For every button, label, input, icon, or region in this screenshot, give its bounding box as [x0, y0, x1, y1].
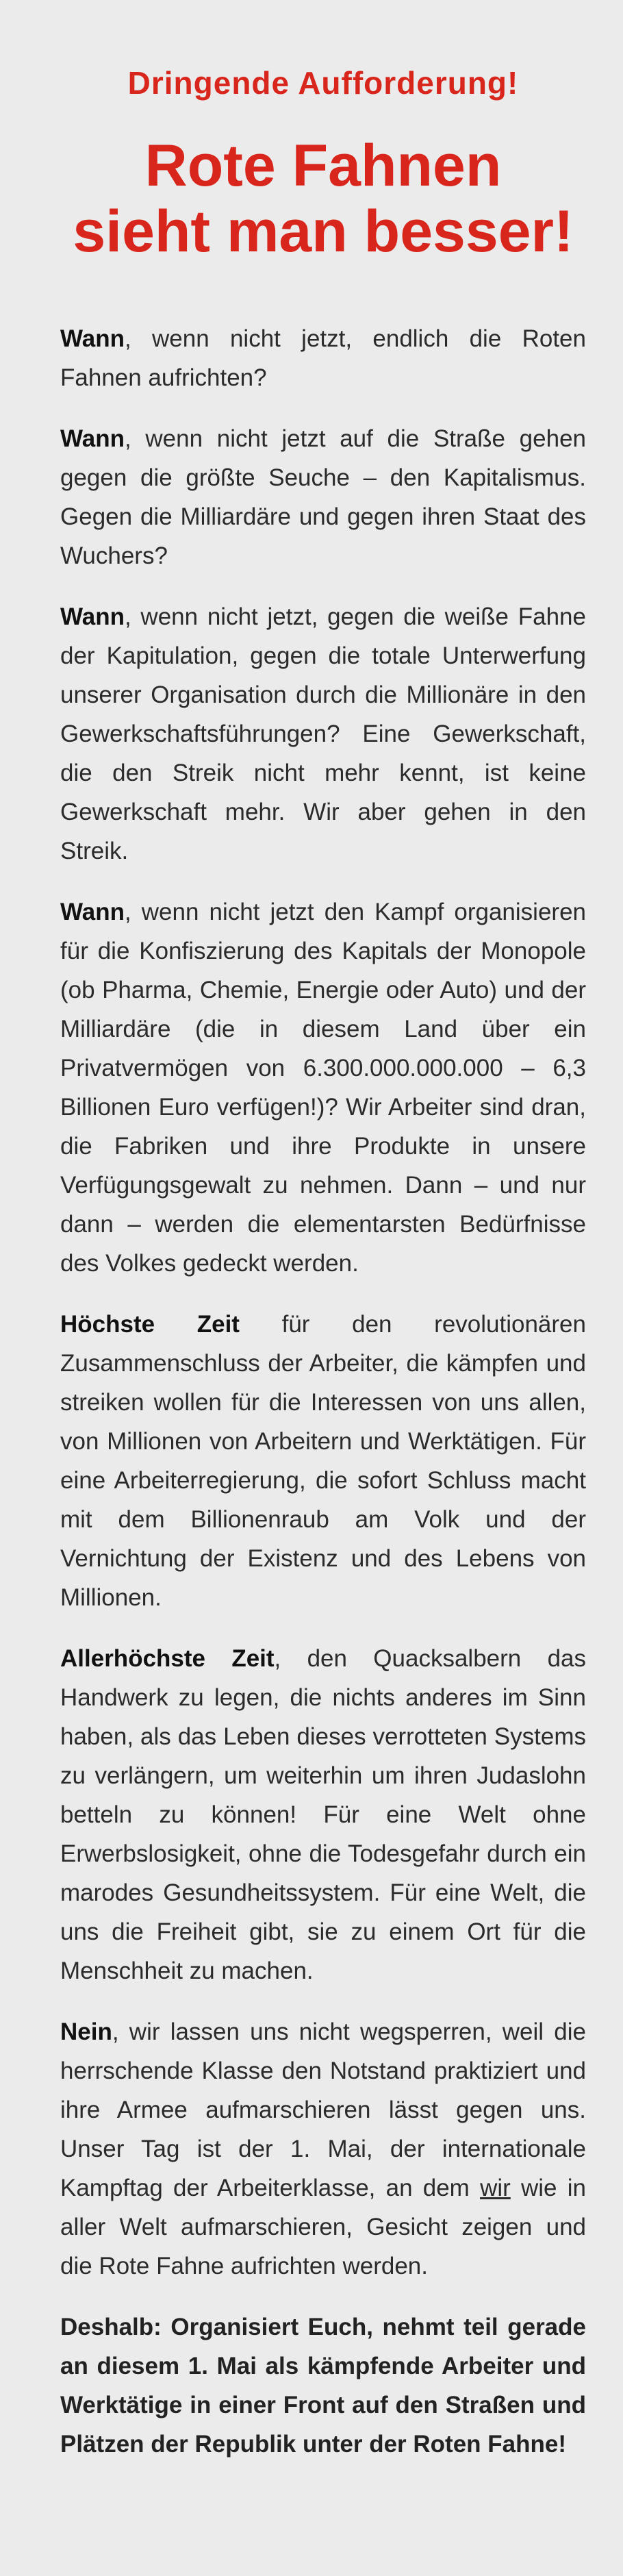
- paragraph-7: [60, 2012, 586, 2286]
- paragraph-3-text: , wenn nicht jetzt, gegen die weiße Fahne der Kapitulation, gegen die totale Unterwerfung unserer Organisation durch die Millionäre in den Gewerkschaftsführungen? Eine Gewerkschaft, die den Streik nicht mehr kennt, ist keine Gewerkschaft mehr. Wir aber gehen in den Streik.: [60, 603, 586, 864]
- paragraph-3: [60, 597, 586, 871]
- paragraph-6-text: , den Quacksalbern das Handwerk zu legen, die nichts anderes im Sinn haben, als das Leben dieses verrotteten Systems zu verlängern, um weiterhin um ihren Judaslohn betteln zu können! Für eine Welt ohne Erwerbslosigkeit, ohne die Todesgefahr durch ein marodes Gesundheitssystem. Für eine Welt, die uns die Freiheit gibt, sie zu einem Ort für die Menschheit zu machen.: [60, 1645, 586, 1984]
- paragraph-7-text-b: wie in aller Welt aufmarschieren, Gesicht zeigen und die Rote Fahne aufrichten werden.: [60, 2175, 586, 2279]
- paragraph-7-lead: Nein: [60, 2018, 112, 2045]
- paragraph-1-text: , wenn nicht jetzt, endlich die Roten Fahnen aufrichten?: [60, 325, 586, 391]
- paragraph-2: [60, 419, 586, 575]
- paragraph-1-lead: Wann: [60, 325, 125, 352]
- paragraph-5-lead: Höchste Zeit: [60, 1311, 240, 1338]
- body-text: [60, 319, 586, 2464]
- paragraph-5: [60, 1305, 586, 1617]
- paragraph-3-lead: Wann: [60, 603, 125, 630]
- paragraph-5-text: für den revolutionären Zusammenschluss der Arbeiter, die kämpfen und streiken wollen für die Interessen von uns allen, von Millionen von Arbeitern und Werktätigen. Für eine Arbeiterregierung, die sofort Schluss macht mit dem Billionenraub am Volk und der Vernichtung der Existenz und des Lebens von Millionen.: [60, 1311, 586, 1611]
- kicker-heading: Dringende Aufforderung!: [127, 65, 519, 101]
- headline-line-1: Rote Fahnen: [144, 133, 502, 199]
- paragraph-6-lead: Allerhöchste Zeit: [60, 1645, 275, 1672]
- paragraph-4-lead: Wann: [60, 899, 125, 925]
- page-title: [60, 133, 586, 264]
- paragraph-7-underlined-word: wir: [480, 2175, 511, 2201]
- paragraph-2-text: , wenn nicht jetzt auf die Straße gehen gegen die größte Seuche – den Kapitalismus. Gegen die Milliardäre und gegen ihren Staat des Wuchers?: [60, 425, 586, 569]
- paragraph-1: [60, 319, 586, 397]
- paragraph-4-text: , wenn nicht jetzt den Kampf organisieren für die Konfiszierung des Kapitals der Monopole (ob Pharma, Chemie, Energie oder Auto) und der Milliardäre (die in diesem Land über ein Privatvermögen von 6.300.000.000.000 – 6,3 Billionen Euro verfügen!)? Wir Arbeiter sind dran, die Fabriken und ihre Produkte in unsere Verfügungsgewalt zu nehmen. Dann – und nur dann – werden die elementarsten Bedürfnisse des Volkes gedeckt werden.: [60, 899, 586, 1277]
- paragraph-7-text-a: , wir lassen uns nicht wegsperren, weil die herrschende Klasse den Notstand praktiziert und ihre Armee aufmarschieren lässt gegen uns. Unser Tag ist der 1. Mai, der internationale Kampftag der Arbeiterklasse, an dem: [60, 2018, 586, 2201]
- paragraph-2-lead: Wann: [60, 425, 125, 452]
- headline-line-2: sieht man besser!: [73, 199, 574, 264]
- closing-call: Deshalb: Organisiert Euch, nehmt teil gerade an diesem 1. Mai als kämpfende Arbeiter und Werktätige in einer Front auf den Straßen und Plätzen der Republik unter der Roten Fahne!: [60, 2314, 586, 2458]
- paragraph-6: [60, 1639, 586, 1990]
- paragraph-4: [60, 892, 586, 1283]
